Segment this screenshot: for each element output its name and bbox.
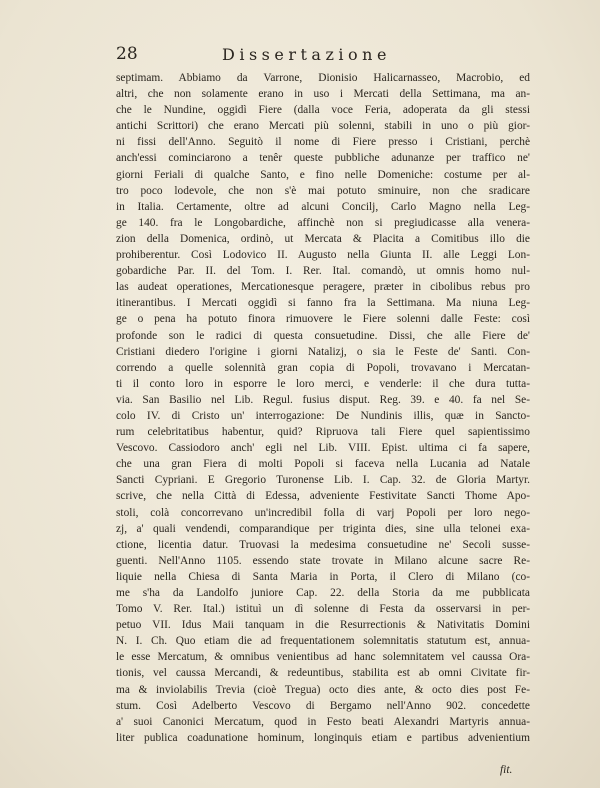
text-line: stoli, colà concorrevano un'incredibil folla di varj Popoli per loro nego- xyxy=(116,506,530,519)
catchword: fit. xyxy=(500,764,513,776)
text-line: giorni Feriali di qualche Santo, e fino nelle Domeniche: costume per al- xyxy=(116,168,530,181)
text-line: gobardiche Par. II. del Tom. I. Rer. Ital. comandò, ut omnis homo nul- xyxy=(116,265,530,278)
text-line: ni fissi dell'Anno. Seguitò il nome di Fiere presso i Cristiani, perchè xyxy=(116,136,530,149)
text-line: che una gran Fiera di molti Popoli si faceva nella Lucania ad Natale xyxy=(116,458,530,471)
text-line: colo IV. di Cristo un' interrogazione: De Nundinis illis, quæ in Sancto- xyxy=(116,409,530,422)
running-title: Dissertazione xyxy=(222,45,391,64)
text-line: liter publica coadunatione hominum, longinquis etiam e partibus advenientium xyxy=(116,731,530,744)
text-line: guenti. Nell'Anno 1105. essendo state trovate in Milano alcune sacre Re- xyxy=(116,554,530,567)
text-line: zj, a' quali vendendi, comparandique per triginta dies, sine ulla telonei exa- xyxy=(116,522,530,535)
text-line: ma & inviolabilis Trevia (cioè Tregua) octo dies ante, & octo dies post Fe- xyxy=(116,683,530,696)
text-line: liquie nella Chiesa di Santa Maria in Porta, il Clero di Milano (co- xyxy=(116,570,530,583)
text-line: prohiberentur. Così Lodovico II. Augusto nella Giunta II. alle Leggi Lon- xyxy=(116,249,530,262)
text-line: Cristiani diedero l'origine i giorni Natalizj, o sia le Feste de' Santi. Con- xyxy=(116,345,530,358)
text-line: le esse Mercatum, & omnibus venientibus ad hanc solemnitatem vel caussa Ora- xyxy=(116,651,530,664)
text-line: tionis, vel caussa Mercandi, & redeuntibus, stabilita est ab omni Civitate fir- xyxy=(116,667,530,680)
text-line: scrive, che nella Città di Edessa, adveniente Festivitate Sancti Thome Apo- xyxy=(116,490,530,503)
text-line: Sancti Cypriani. E Gregorio Turonense Lib. I. Cap. 32. de Gloria Martyr. xyxy=(116,474,530,487)
text-line: petuo VII. Idus Maii tanquam in die Resurrectionis & Nativitatis Domini xyxy=(116,619,530,632)
text-line: me s'ha da Landolfo juniore Cap. 22. della Storia da me pubblicata xyxy=(116,587,530,599)
text-line: las audeat operationes, Mercationesque peragere, præter in cibolibus rebus pro xyxy=(116,281,530,294)
text-line: via. San Basilio nel Lib. Regul. fusius disput. Reg. 39. e 40. fa nel Se- xyxy=(116,393,530,406)
text-line: Vescovo. Cassiodoro anch' egli nel Lib. VIII. Epist. ultima ci fa sapere, xyxy=(116,442,530,455)
text-line: altri, che non solamente erano in uso i Mercati della Settimana, ma an- xyxy=(116,88,530,101)
body-text xyxy=(116,70,530,746)
text-line: zion della Domenica, ordinò, ut Mercata & Placita a Comitibus illo die xyxy=(116,232,530,245)
text-line: che le Nundine, oggidì Fiere (dalla voce Feria, adoperata da gli stessi xyxy=(116,104,530,117)
page-number: 28 xyxy=(116,44,138,64)
text-line: rum celebritatibus habentur, quid? Ripruova tali Fiere quel sapientissimo xyxy=(116,426,530,439)
text-line: antichi Scrittori) che erano Mercati più solenni, stabili in uno o più gior- xyxy=(116,120,530,133)
text-line: ge 140. fra le Longobardiche, affinchè non si pregiudicasse alla venera- xyxy=(116,216,530,229)
text-line: N. I. Ch. Quo etiam die ad frequentationem solemnitatis statutum est, annua- xyxy=(116,635,530,648)
text-line: anch'essi cominciarono a tenêr queste pubbliche adunanze per traffico ne' xyxy=(116,152,530,165)
text-line: Tomo V. Rer. Ital.) istituì un dì solenne di Festa da osservarsi in per- xyxy=(116,603,530,616)
text-line: stum. Così Adelberto Vescovo di Bergamo nell'Anno 902. concedette xyxy=(116,699,530,712)
text-line: ctione, licentia datur. Truovasi la medesima consuetudine ne' Secoli susse- xyxy=(116,538,530,551)
text-line: septimam. Abbiamo da Varrone, Dionisio Halicarnasseo, Macrobio, ed xyxy=(116,72,530,84)
text-line: in Italia. Certamente, oltre ad alcuni Concilj, Carlo Magno nella Leg- xyxy=(116,200,530,213)
text-line: correndo a quelle solennità gran copia di Popoli, trovavano i Mercatan- xyxy=(116,361,530,374)
text-line: ge o pena ha potuto finora rimuovere le Fiere solenni dalle Feste: così xyxy=(116,313,530,326)
text-line: itinerantibus. I Mercati oggidì si fanno fra la Settimana. Ma niuna Leg- xyxy=(116,297,530,310)
text-line: profonde son le radici di questa consuetudine. Dissi, che alle Fiere de' xyxy=(116,329,530,342)
text-line: a' suoi Canonici Mercatum, quod in Festo beati Alexandri Martyris annua- xyxy=(116,715,530,728)
text-line: tro poco lodevole, che non s'è mai potuto sminuire, non che sradicare xyxy=(116,184,530,197)
text-line: ti il conto loro in esporre le loro merci, e venderle: il che dura tutta- xyxy=(116,377,530,390)
page-header xyxy=(116,44,476,72)
